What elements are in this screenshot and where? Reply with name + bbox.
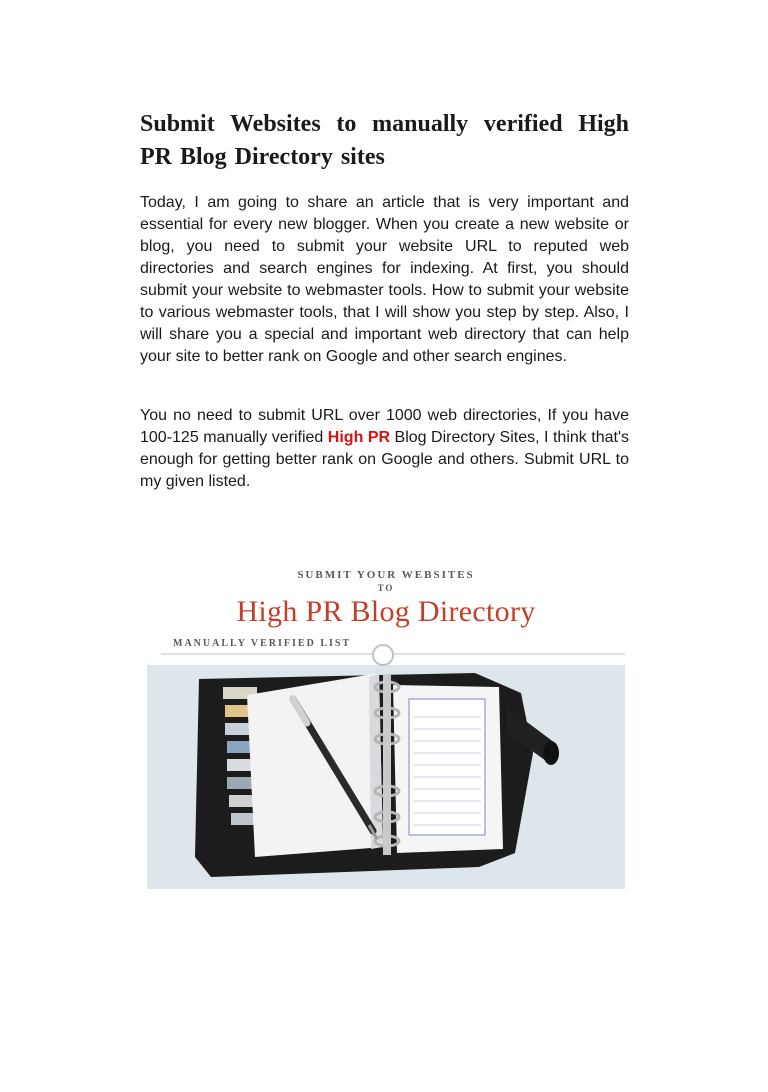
article-paragraph-1: Today, I am going to share an article that is very important and essential for every new blogger. When you create a new website or blog, you need to submit your website URL to reputed web directories and search engines for indexing. At first, you should submit your website to webmaster tools. How to submit your website to various webmaster tools, that I will show you step by step. Also, I will share you a special and important web directory that can help your site to better rank on Google and other search engines. xyxy=(140,194,629,365)
high-pr-highlight: High PR xyxy=(327,429,391,446)
article-title-line-2: PR Blog Directory sites xyxy=(140,144,385,170)
banner-subtitle: MANUALLY VERIFIED LIST xyxy=(173,638,352,649)
banner-line-submit: SUBMIT YOUR WEBSITES xyxy=(297,569,475,581)
banner-title: High PR Blog Directory xyxy=(236,595,536,628)
article-paragraph-2 xyxy=(140,405,629,493)
paragraph-2-text-end: Blog Directory Sites, I think that's enough for getting better rank on Google and others. Submit URL to my given listed. xyxy=(140,429,630,490)
paragraph-2-text-start: You no need to submit URL over 1000 web directories, If you have 100-125 manually verified xyxy=(140,407,629,446)
article-title-line-1: Submit Websites to manually verified High xyxy=(140,111,629,137)
directory-banner-image xyxy=(147,537,625,889)
article-title xyxy=(140,108,629,174)
document-page xyxy=(140,108,629,493)
banner-line-to: TO xyxy=(377,583,395,593)
